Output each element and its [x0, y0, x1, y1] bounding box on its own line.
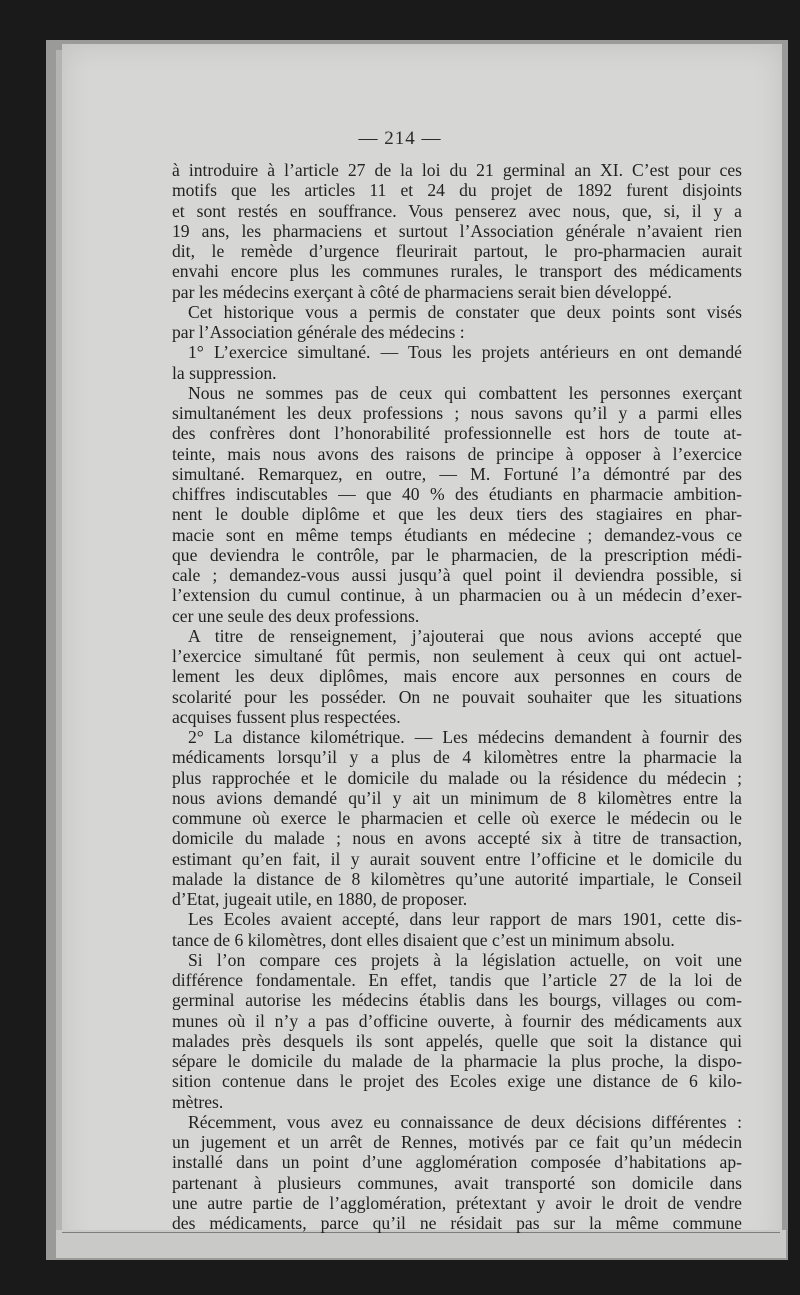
body-text [172, 160, 742, 1233]
text-line: Les Ecoles avaient accepté, dans leur rapport de mars 1901, cette dis- [188, 909, 742, 930]
text-line: simultanément les deux professions ; nous savons qu’il y a parmi elles [172, 403, 742, 423]
text-line: envahi encore plus les communes rurales, le transport des médicaments [172, 261, 742, 282]
text-line: sition contenue dans le projet des Ecoles exige une distance de 6 kilo- [172, 1071, 742, 1092]
text-line: Nous ne sommes pas de ceux qui combattent les personnes exerçant [188, 382, 742, 403]
text-line: nous avions demandé qu’il y ait un minimum de 8 kilomètres entre la [172, 787, 742, 808]
text-line: acquises fussent plus respectées. [172, 706, 401, 727]
text-line: l’exercice simultané fût permis, non seulement à ceux qui ont actuel- [172, 646, 742, 666]
text-line: et sont restés en souffrance. Vous penserez avec nous, que, si, il y a [172, 200, 742, 221]
text-line: malades près desquels ils sont appelés, quelle que soit la distance qui [172, 1030, 742, 1051]
text-line: l’extension du cumul continue, à un pharmacien ou à un médecin d’exer- [172, 585, 742, 606]
text-line: malade la distance de 8 kilomètres qu’une autorité impartiale, le Conseil [172, 868, 742, 889]
text-line: A titre de renseignement, j’ajouterai que nous avions accepté que [188, 625, 742, 646]
text-line: lement les deux diplômes, mais encore aux personnes en cours de [172, 666, 742, 687]
text-line: commune où exerce le pharmacien et celle où exerce le médecin ou le [172, 808, 742, 828]
text-line: un jugement et un arrêt de Rennes, motivés par ce fait qu’un médecin [172, 1132, 742, 1152]
text-line: à introduire à l’article 27 de la loi du 21 germinal an XI. C’est pour ces [172, 160, 742, 180]
text-line: par l’Association générale des médecins : [172, 322, 465, 342]
text-line: cer une seule des deux professions. [172, 605, 420, 626]
text-line: Cet historique vous a permis de constater que deux points sont visés [188, 301, 742, 322]
text-line: sépare le domicile du malade de la pharmacie la plus proche, la dispo- [172, 1051, 742, 1071]
text-line: que deviendra le contrôle, par le pharmacien, de la prescription médi- [172, 544, 742, 565]
text-line: munes où il n’y a pas d’officine ouverte, à fournir des médicaments aux [172, 1010, 742, 1031]
text-line: motifs que les articles 11 et 24 du projet de 1892 furent disjoints [172, 180, 742, 201]
text-line: différence fondamentale. En effet, tandis que l’article 27 de la loi de [172, 970, 742, 990]
text-line: scolarité pour les posséder. On ne pouvait souhaiter que les situations [172, 686, 742, 707]
text-line: chiffres indiscutables — que 40 % des étudiants en pharmacie ambition- [172, 484, 742, 504]
page-number: — 214 — [358, 128, 442, 149]
text-line: 2° La distance kilométrique. — Les médecins demandent à fournir des [188, 727, 742, 747]
page-bottom-edge [56, 1230, 786, 1258]
text-line: d’Etat, jugeait utile, en 1880, de proposer. [172, 889, 468, 909]
text-line: mètres. [172, 1091, 224, 1112]
text-line: 1° L’exercice simultané. — Tous les projets antérieurs en ont demandé [188, 342, 742, 363]
text-line: tance de 6 kilomètres, dont elles disaient que c’est un minimum absolu. [172, 929, 675, 950]
text-line: des médicaments, parce qu’il ne résidait pas sur la même commune [172, 1213, 742, 1233]
text-line: partenant à plusieurs communes, avait transporté son domicile dans [172, 1172, 742, 1193]
text-line: plus rapprochée et le domicile du malade ou la résidence du médecin ; [172, 767, 742, 788]
text-line: la suppression. [172, 362, 277, 383]
text-line: Récemment, vous avez eu connaissance de deux décisions différentes : [188, 1111, 742, 1132]
text-line: cale ; demandez-vous aussi jusqu’à quel point il deviendra possible, si [172, 565, 742, 585]
text-line: dit, le remède d’urgence fleurirait partout, le pro-pharmacien aurait [172, 241, 742, 261]
text-line: installé dans un point d’une agglomération composée d’habitations ap- [172, 1152, 742, 1173]
text-line: par les médecins exerçant à côté de pharmaciens serait bien développé. [172, 281, 672, 302]
text-line: médicaments lorsqu’il y a plus de 4 kilomètres entre la pharmacie la [172, 747, 742, 768]
text-line: germinal autorise les médecins établis dans les bourgs, villages ou com- [172, 990, 742, 1011]
text-line: macie sont en même temps étudiants en médecine ; demandez-vous ce [172, 524, 742, 545]
text-line: des confrères dont l’honorabilité professionnelle est hors de toute at- [172, 423, 742, 444]
text-line: simultané. Remarquez, en outre, — M. Fortuné l’a démontré par des [172, 463, 742, 484]
text-line: une autre partie de l’agglomération, prétextant y avoir le droit de vendre [172, 1192, 742, 1213]
text-line: 19 ans, les pharmaciens et surtout l’Association générale n’avaient rien [172, 220, 742, 241]
text-line: estimant qu’en fait, il y aurait souvent entre l’officine et le domicile du [172, 848, 742, 869]
text-line: Si l’on compare ces projets à la législation actuelle, on voit une [188, 949, 742, 970]
text-line: domicile du malade ; nous en avons accepté six à titre de transaction, [172, 828, 742, 849]
text-line: teinte, mais nous avons des raisons de principe à opposer à l’exercice [172, 443, 742, 464]
text-line: nent le double diplôme et que les deux tiers des stagiaires en phar- [172, 504, 742, 525]
